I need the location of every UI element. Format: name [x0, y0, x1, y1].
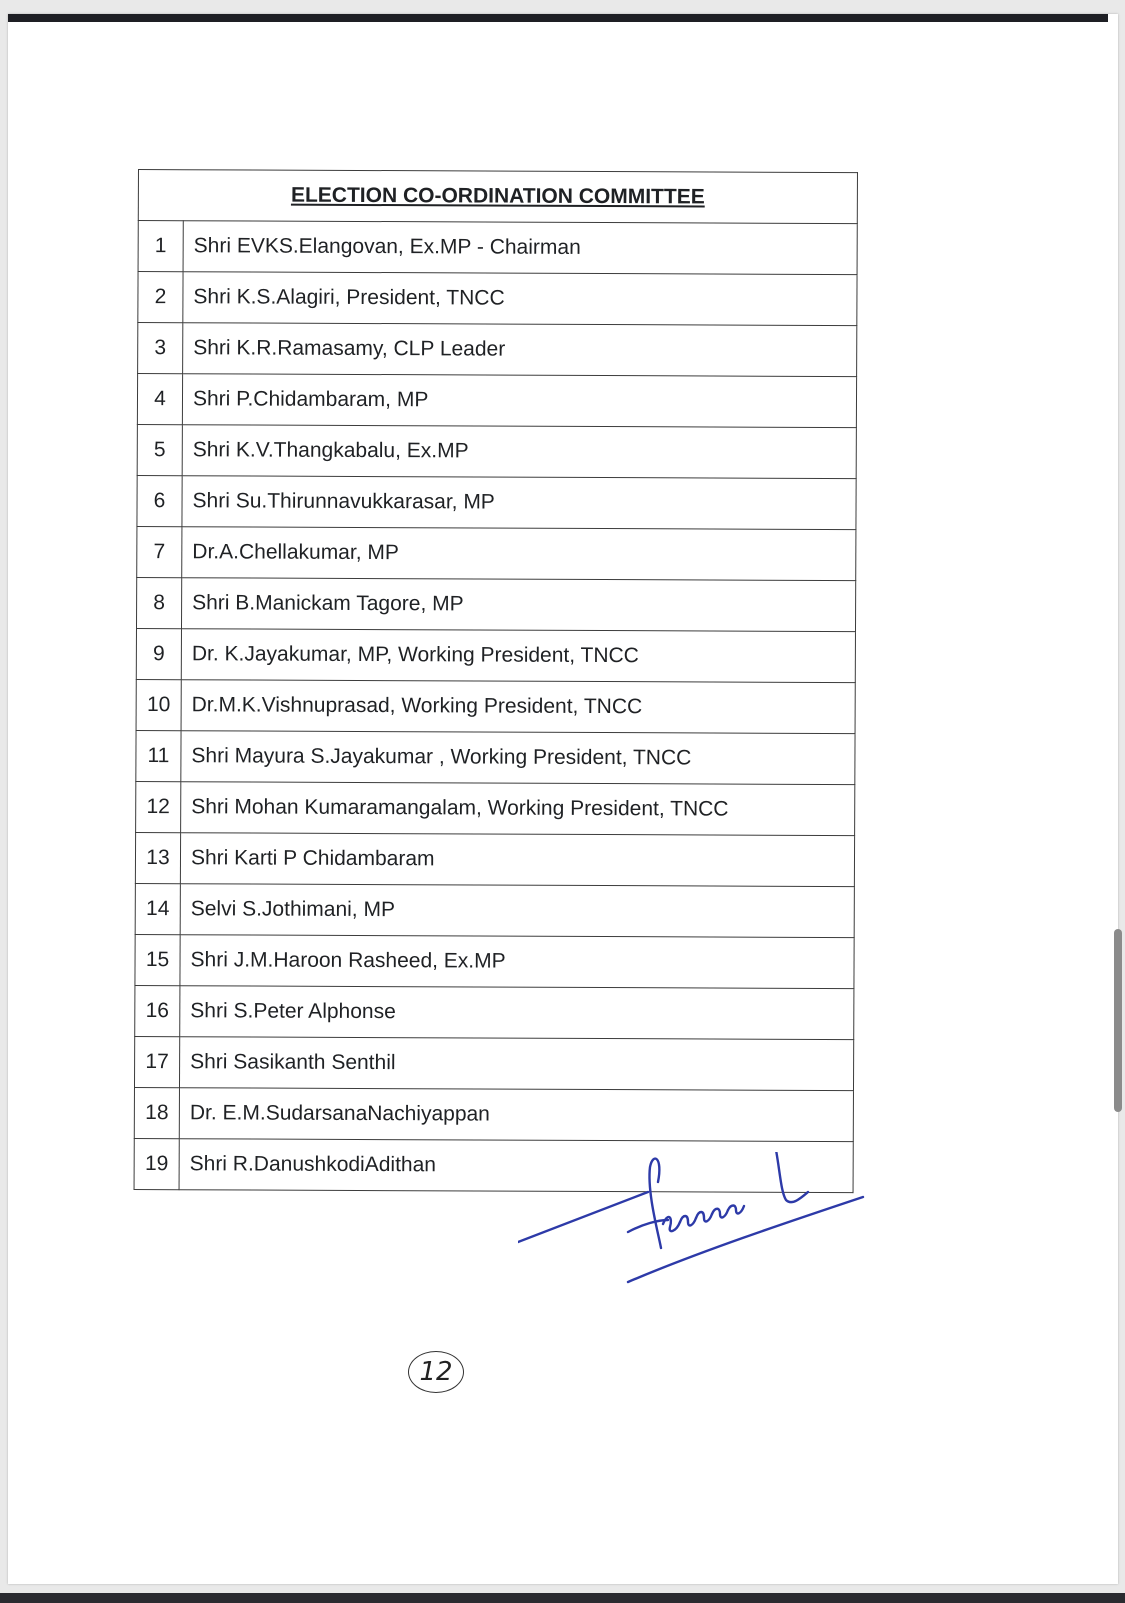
member-number: 16: [135, 985, 180, 1036]
table-row: [135, 934, 854, 988]
member-number: 11: [136, 730, 181, 781]
member-name: Shri B.Manickam Tagore, MP: [181, 578, 855, 632]
table-row: [137, 526, 856, 580]
table-row: [135, 883, 854, 937]
member-number: 12: [136, 781, 181, 832]
member-name: Shri K.S.Alagiri, President, TNCC: [183, 272, 857, 326]
table-row: [135, 832, 854, 886]
table-row: [138, 323, 857, 377]
member-name: Shri S.Peter Alphonse: [180, 986, 854, 1040]
member-name: Dr.A.Chellakumar, MP: [182, 527, 856, 581]
member-name: Shri EVKS.Elangovan, Ex.MP - Chairman: [183, 221, 857, 275]
member-number: 19: [134, 1138, 179, 1189]
member-number: 14: [135, 883, 180, 934]
bottom-rule: [0, 1593, 1125, 1603]
member-number: 9: [136, 628, 181, 679]
table-row: [136, 628, 855, 682]
scrollbar-thumb[interactable]: [1114, 929, 1122, 1112]
member-number: 13: [135, 832, 180, 883]
member-number: 6: [137, 475, 182, 526]
table-row: [134, 1036, 853, 1090]
member-number: 8: [136, 577, 181, 628]
committee-table: [134, 169, 858, 1193]
member-number: 7: [137, 526, 182, 577]
table-row: [138, 272, 857, 326]
member-name: Shri K.R.Ramasamy, CLP Leader: [183, 323, 857, 377]
table-row: [136, 679, 855, 733]
member-name: Shri K.V.Thangkabalu, Ex.MP: [182, 425, 856, 479]
member-name: Dr.M.K.Vishnuprasad, Working President, TNCC: [181, 680, 855, 734]
table-row: [137, 424, 856, 478]
member-name: Shri Karti P Chidambaram: [180, 833, 854, 887]
document-page: [8, 14, 1118, 1584]
member-name: Shri Mohan Kumaramangalam, Working President, TNCC: [181, 782, 855, 836]
member-name: Selvi S.Jothimani, MP: [180, 884, 854, 938]
table-row: [138, 221, 857, 275]
member-name: Shri Su.Thirunnavukkarasar, MP: [182, 476, 856, 530]
table-row: [135, 985, 854, 1039]
committee-title: ELECTION CO-ORDINATION COMMITTEE: [138, 170, 857, 224]
member-number: 10: [136, 679, 181, 730]
member-name: Shri P.Chidambaram, MP: [182, 374, 856, 428]
member-number: 1: [138, 221, 183, 272]
member-name: Shri Sasikanth Senthil: [179, 1037, 853, 1091]
member-name: Shri Mayura S.Jayakumar , Working President, TNCC: [181, 731, 855, 785]
table-row: [137, 475, 856, 529]
table-row: [134, 1087, 853, 1141]
table-row: [137, 374, 856, 428]
member-name: Dr. K.Jayakumar, MP, Working President, TNCC: [181, 629, 855, 683]
member-number: 15: [135, 934, 180, 985]
member-name: Dr. E.M.SudarsanaNachiyappan: [179, 1088, 853, 1142]
member-number: 3: [138, 323, 183, 374]
member-number: 18: [134, 1087, 179, 1138]
table-title-row: [138, 170, 857, 224]
table-row: [136, 577, 855, 631]
top-rule: [8, 14, 1108, 22]
page-number: 12: [408, 1351, 464, 1393]
table-row: [136, 781, 855, 835]
member-name: Shri R.DanushkodiAdithan: [179, 1139, 853, 1193]
member-number: 5: [137, 424, 182, 475]
member-number: 17: [134, 1036, 179, 1087]
table-row: [136, 730, 855, 784]
member-number: 4: [137, 374, 182, 425]
member-number: 2: [138, 272, 183, 323]
signature-icon: [518, 1152, 888, 1312]
member-name: Shri J.M.Haroon Rasheed, Ex.MP: [180, 935, 854, 989]
